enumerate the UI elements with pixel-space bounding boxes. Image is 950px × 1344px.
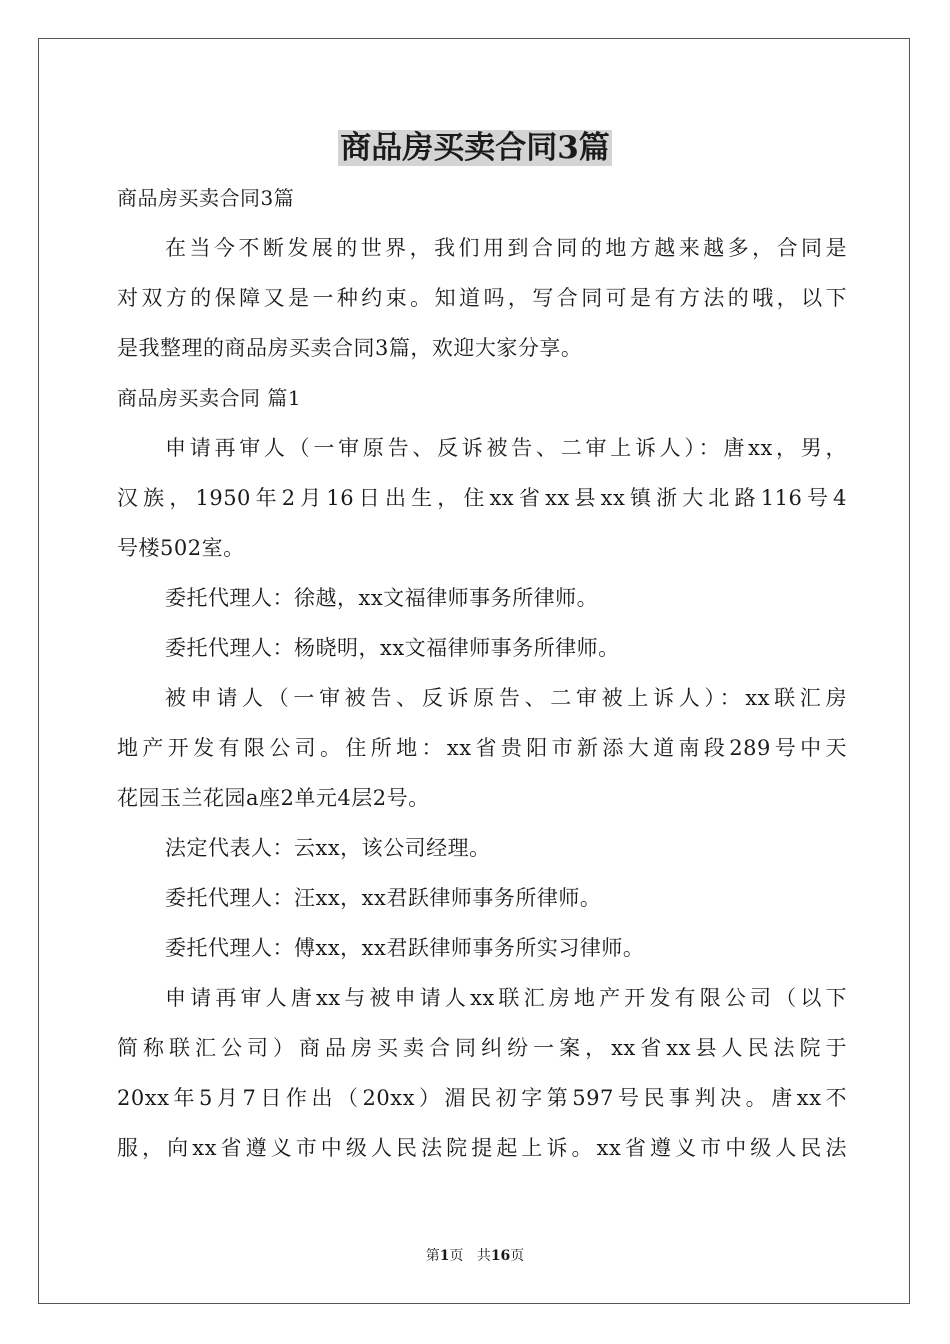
text-line: 法定代表人：云xx，该公司经理。 xyxy=(165,836,491,860)
text-line: 简称联汇公司）商品房买卖合同纠纷一案，xx省xx县人民法院于 xyxy=(117,1036,847,1060)
text-line: 委托代理人：汪xx，xx君跃律师事务所律师。 xyxy=(165,886,602,910)
text-line: 委托代理人：傅xx，xx君跃律师事务所实习律师。 xyxy=(165,936,645,960)
page-suffix: 页 xyxy=(449,1248,464,1264)
total-suffix: 页 xyxy=(510,1248,525,1264)
text-line: 号楼502室。 xyxy=(117,536,245,560)
text-line: 在当今不断发展的世界，我们用到合同的地方越来越多，合同是 xyxy=(165,236,847,260)
text-line: 商品房买卖合同3篇 xyxy=(117,186,295,210)
text-line: 花园玉兰花园a座2单元4层2号。 xyxy=(117,786,430,810)
total-prefix: 共 xyxy=(476,1248,491,1264)
text-line: 对双方的保障又是一种约束。知道吗，写合同可是有方法的哦，以下 xyxy=(117,286,847,310)
text-line: 汉族，1950年2月16日出生，住xx省xx县xx镇浙大北路116号4 xyxy=(117,486,847,510)
text-line: 地产开发有限公司。住所地：xx省贵阳市新添大道南段289号中天 xyxy=(117,736,847,760)
page-total: 16 xyxy=(490,1248,511,1264)
text-line: 被申请人（一审被告、反诉原告、二审被上诉人）：xx联汇房 xyxy=(165,686,847,710)
text-line: 委托代理人：杨晓明，xx文福律师事务所律师。 xyxy=(165,636,620,660)
page-footer xyxy=(0,1246,950,1266)
page-prefix: 第 xyxy=(425,1248,440,1264)
document-body xyxy=(117,178,847,1178)
text-line: 申请再审人（一审原告、反诉被告、二审上诉人）：唐xx，男， xyxy=(165,436,847,460)
page-current: 1 xyxy=(439,1248,450,1264)
text-line: 是我整理的商品房买卖合同3篇，欢迎大家分享。 xyxy=(117,336,583,360)
text-line: 申请再审人唐xx与被申请人xx联汇房地产开发有限公司（以下 xyxy=(165,986,847,1010)
document-title xyxy=(0,124,950,172)
text-line: 委托代理人：徐越，xx文福律师事务所律师。 xyxy=(165,586,599,610)
document-title-text: 商品房买卖合同3篇 xyxy=(340,130,610,166)
text-line: 商品房买卖合同 篇1 xyxy=(117,386,302,410)
text-line: 服，向xx省遵义市中级人民法院提起上诉。xx省遵义市中级人民法 xyxy=(117,1136,847,1160)
text-line: 20xx年5月7日作出（20xx）湄民初字第597号民事判决。唐xx不 xyxy=(117,1086,847,1110)
